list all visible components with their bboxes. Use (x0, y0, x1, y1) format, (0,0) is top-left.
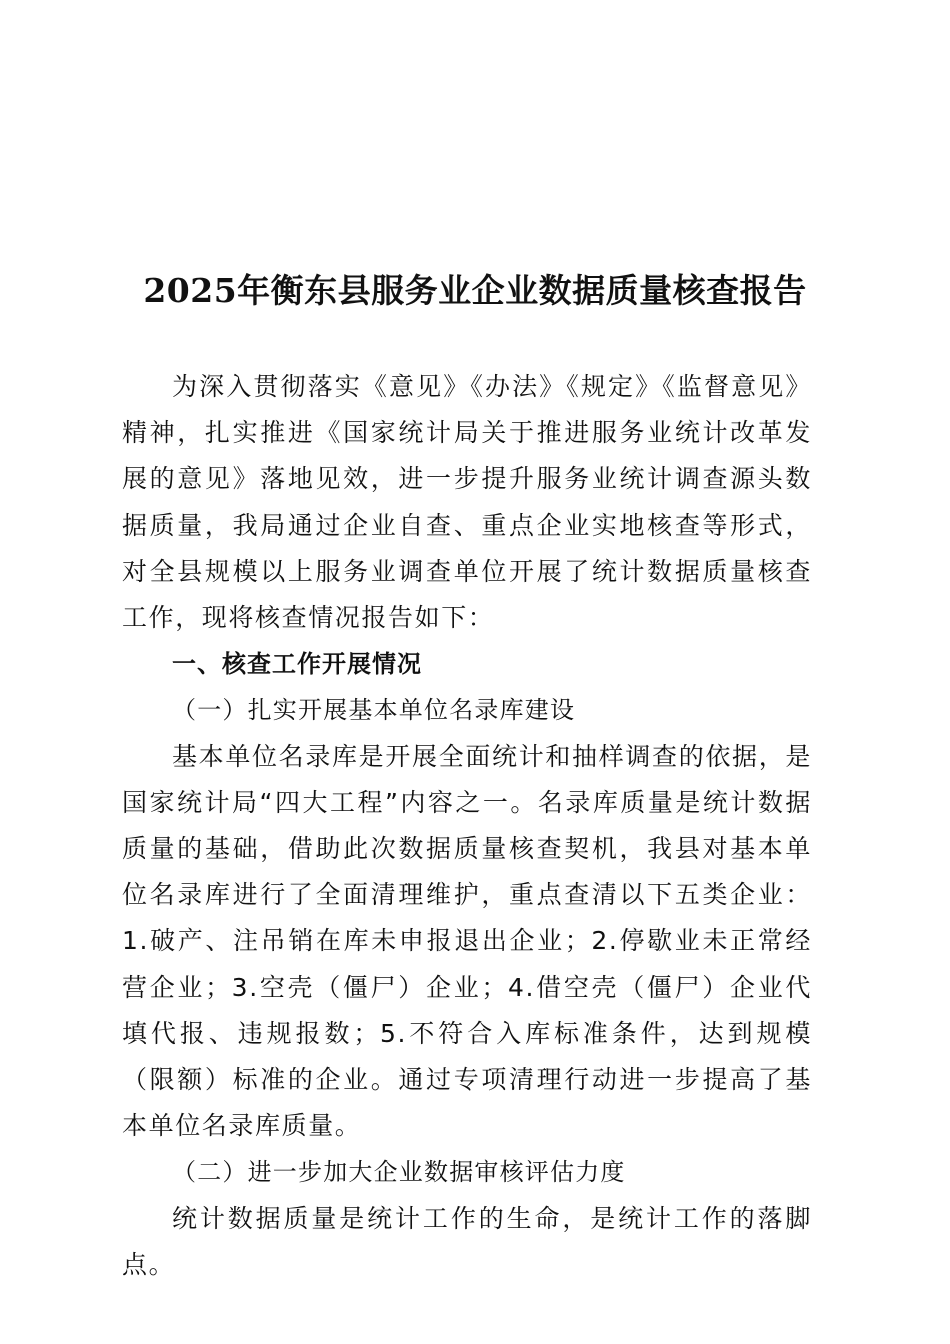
subsection-heading-2: （二）进一步加大企业数据审核评估力度 (172, 1158, 626, 1187)
subsection-1-paragraph: 基本单位名录库是开展全面统计和抽样调查的依据，是国家统计局“四大工程”内容之一。名录库质量是统计数据质量的基础，借助此次数据质量核查契机，我县对基本单位名录库进行了全面清理维护，重点查清以下五类企业：1.破产、注吊销在库未申报退出企业；2.停歇业未正常经营企业；3.空壳（僵尸）企业；4.借空壳（僵尸）企业代填代报、违规报数；5.不符合入库标准条件，达到规模（限额）标准的企业。通过专项清理行动进一步提高了基本单位名录库质量。 (122, 741, 812, 1141)
document-body (122, 364, 812, 1288)
subsection-heading-1: （一）扎实开展基本单位名录库建设 (172, 696, 576, 725)
document-title: 2025年衡东县服务业企业数据质量核查报告 (143, 271, 807, 310)
subsection-2-paragraph: 统计数据质量是统计工作的生命，是统计工作的落脚点。 (122, 1203, 812, 1279)
intro-paragraph: 为深入贯彻落实《意见》《办法》《规定》《监督意见》精神，扎实推进《国家统计局关于推进服务业统计改革发展的意见》落地见效，进一步提升服务业统计调查源头数据质量，我局通过企业自查、重点企业实地核查等形式，对全县规模以上服务业调查单位开展了统计数据质量核查工作，现将核查情况报告如下： (122, 372, 812, 633)
section-heading-1: 一、核查工作开展情况 (172, 650, 422, 679)
